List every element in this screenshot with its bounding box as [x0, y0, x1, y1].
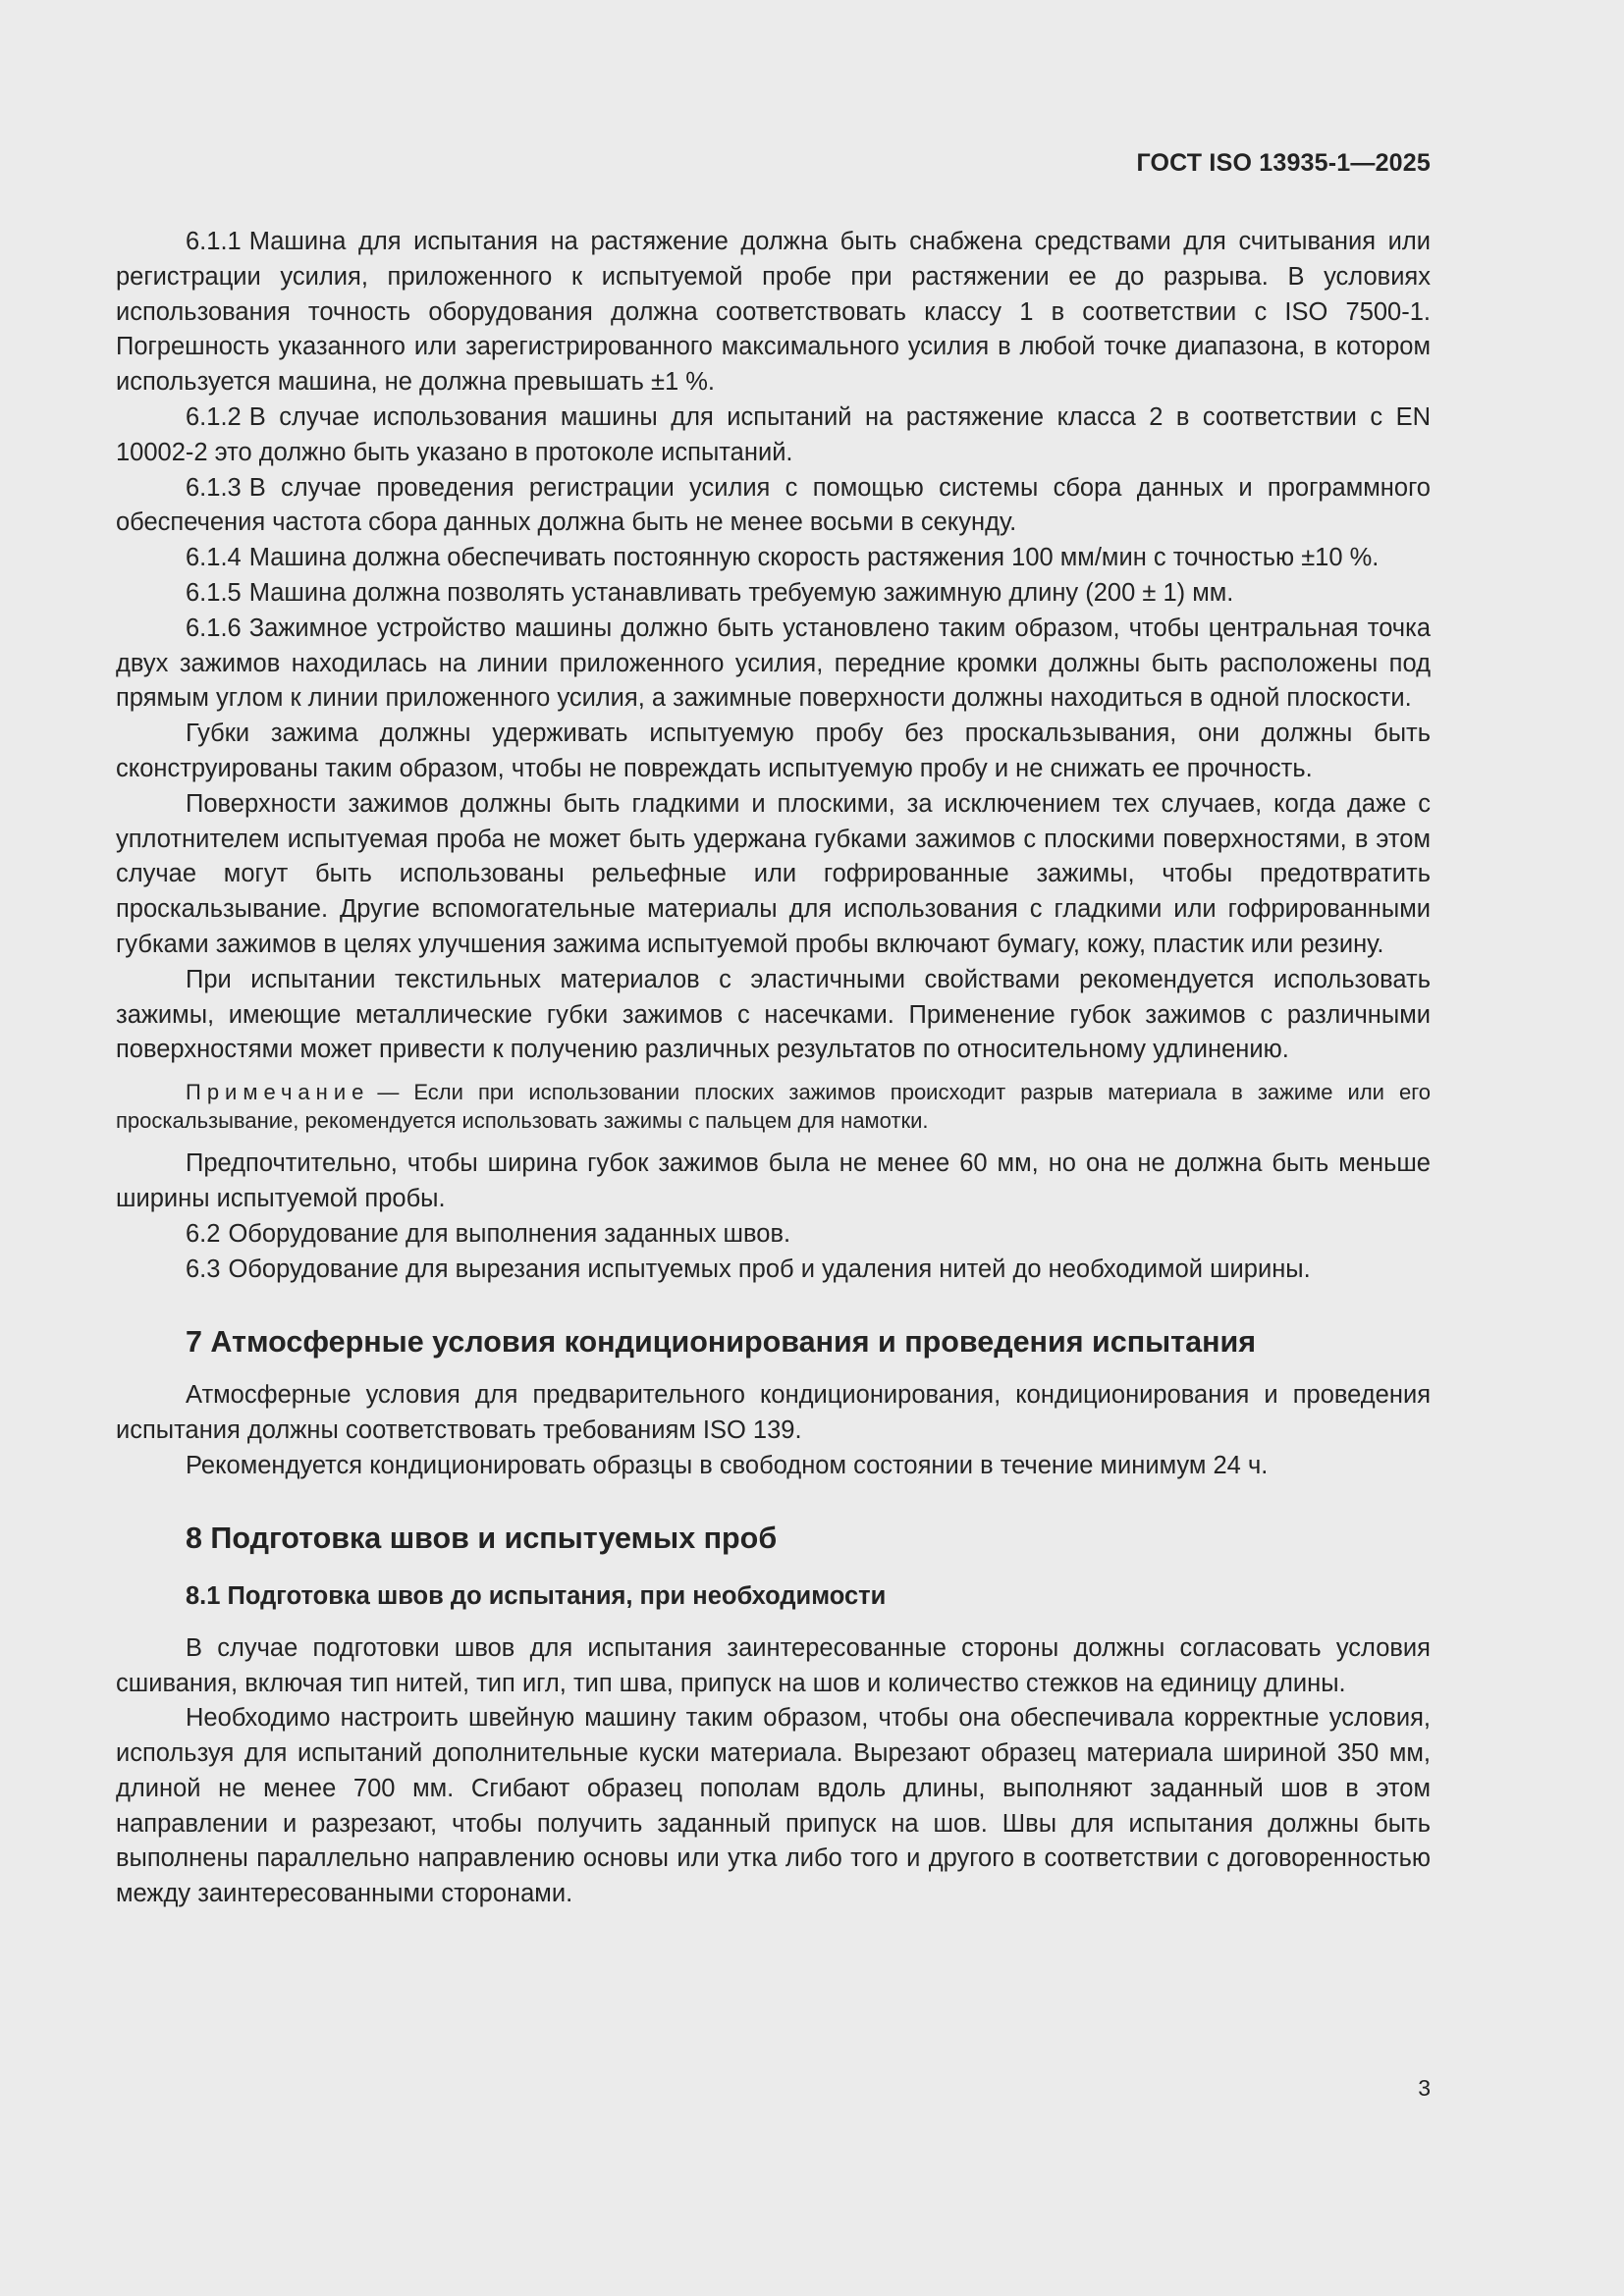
subsection-8-1-heading: 8.1 Подготовка швов до испытания, при необходимости: [186, 1581, 887, 1610]
clause-text: Оборудование для выполнения заданных швов.: [228, 1219, 791, 1248]
clause-number: 6.3: [186, 1255, 221, 1283]
paragraph: Атмосферные условия для предварительного кондиционирования, кондиционирования и проведения испытания должны соответствовать требованиям ISO 139.: [116, 1381, 1431, 1445]
clause-number: 6.1.1: [186, 228, 242, 255]
clause-6-1-6: [116, 612, 1431, 717]
paragraph: Губки зажима должны удерживать испытуемую пробу без проскальзывания, они должны быть сконструированы таким образом, чтобы не повреждать испытуемую пробу и не снижать ее прочность.: [116, 720, 1431, 782]
clause-number: 6.1.5: [186, 578, 242, 607]
note-label: Примечание: [186, 1080, 370, 1105]
clause-6-1-3: [116, 471, 1431, 542]
clause-number: 6.2: [186, 1219, 221, 1248]
clause-number: 6.1.3: [186, 473, 242, 502]
page-number: 3: [1418, 2075, 1431, 2101]
clause-text: Зажимное устройство машины должно быть установлено таким образом, чтобы центральная точка двух зажимов находилась на линии приложенного усилия, передние кромки должны быть расположены под прямым углом к линии приложенного усилия, а зажимные поверхности должны находиться в одной плоскости.: [116, 614, 1431, 713]
clause-6-1-5: [116, 576, 1431, 612]
paragraph: В случае подготовки швов для испытания заинтересованные стороны должны согласовать условия сшивания, включая тип нитей, тип игл, тип шва, припуск на шов и количество стежков на единицу длины.: [116, 1633, 1431, 1697]
clause-6-2: [116, 1217, 1431, 1253]
document-header: ГОСТ ISO 13935-1—2025: [1136, 149, 1431, 177]
clause-6-1-1: [116, 225, 1431, 400]
paragraph: Необходимо настроить швейную машину таким образом, чтобы она обеспечивала корректные условия, используя для испытаний дополнительные куски материала. Вырезают образец материала шириной 350 мм, длиной не менее 700 мм. Сгибают образец пополам вдоль длины, выполняют заданный шов в этом направлении и разрезают, чтобы получить заданный припуск на шов. Швы для испытания должны быть выполнены параллельно направлению основы или утка либо того и другого в соответствии с договоренностью между заинтересованными сторонами.: [116, 1704, 1431, 1908]
clause-text: Машина должна позволять устанавливать требуемую зажимную длину (200 ± 1) мм.: [248, 578, 1234, 607]
paragraph: Предпочтительно, чтобы ширина губок зажимов была не менее 60 мм, но она не должна быть меньше ширины испытуемой пробы.: [116, 1149, 1431, 1212]
clause-6-1-2: [116, 400, 1431, 471]
clause-6-1-4: [116, 541, 1431, 576]
section-7-heading: 7 Атмосферные условия кондиционирования и проведения испытания: [186, 1325, 1257, 1360]
clause-text: В случае проведения регистрации усилия с помощью системы сбора данных и программного обеспечения частота сбора данных должна быть не менее восьми в секунду.: [116, 473, 1431, 537]
clause-number: 6.1.2: [186, 402, 242, 431]
section-8-heading: 8 Подготовка швов и испытуемых проб: [186, 1521, 778, 1555]
clause-text: В случае использования машины для испытаний на растяжение класса 2 в соответствии с EN 10002-2 это должно быть указано в протоколе испытаний.: [116, 402, 1431, 466]
paragraph: Поверхности зажимов должны быть гладкими и плоскими, за исключением тех случаев, когда даже с уплотнителем испытуемая проба не может быть удержана губками зажимов с плоскими поверхностями, в этом случае могут быть использованы рельефные или гофрированные зажимы, чтобы предотвратить проскальзывание. Другие вспомогательные материалы для использования с гладкими или гофрированными губками зажимов в целях улучшения зажима испытуемой пробы включают бумагу, кожу, пластик или резину.: [116, 789, 1431, 958]
clause-number: 6.1.6: [186, 614, 242, 642]
paragraph: При испытании текстильных материалов с эластичными свойствами рекомендуется использовать зажимы, имеющие металлические губки зажимов с насечками. Применение губок зажимов с различными поверхностями может привести к получению различных результатов по относительному удлинению.: [116, 965, 1431, 1064]
clause-6-3: [116, 1253, 1431, 1288]
note: [116, 1078, 1431, 1135]
clause-number: 6.1.4: [186, 544, 242, 572]
clause-text: Оборудование для вырезания испытуемых проб и удаления нитей до необходимой ширины.: [228, 1255, 1311, 1283]
document-body: [116, 225, 1431, 1912]
paragraph: Рекомендуется кондиционировать образцы в свободном состоянии в течение минимум 24 ч.: [186, 1451, 1269, 1479]
note-text: — Если при использовании плоских зажимов происходит разрыв материала в зажиме или его проскальзывание, рекомендуется использовать зажимы с пальцем для намотки.: [116, 1080, 1431, 1134]
clause-text: Машина для испытания на растяжение должна быть снабжена средствами для считывания или регистрации усилия, приложенного к испытуемой пробе при растяжении ее до разрыва. В условиях использования точность оборудования должна соответствовать классу 1 в соответствии с ISO 7500-1. Погрешность указанного или зарегистрированного максимального усилия в любой точке диапазона, в котором используется машина, не должна превышать ±1 %.: [116, 228, 1431, 397]
clause-text: Машина должна обеспечивать постоянную скорость растяжения 100 мм/мин с точностью ±10 %.: [248, 544, 1380, 572]
